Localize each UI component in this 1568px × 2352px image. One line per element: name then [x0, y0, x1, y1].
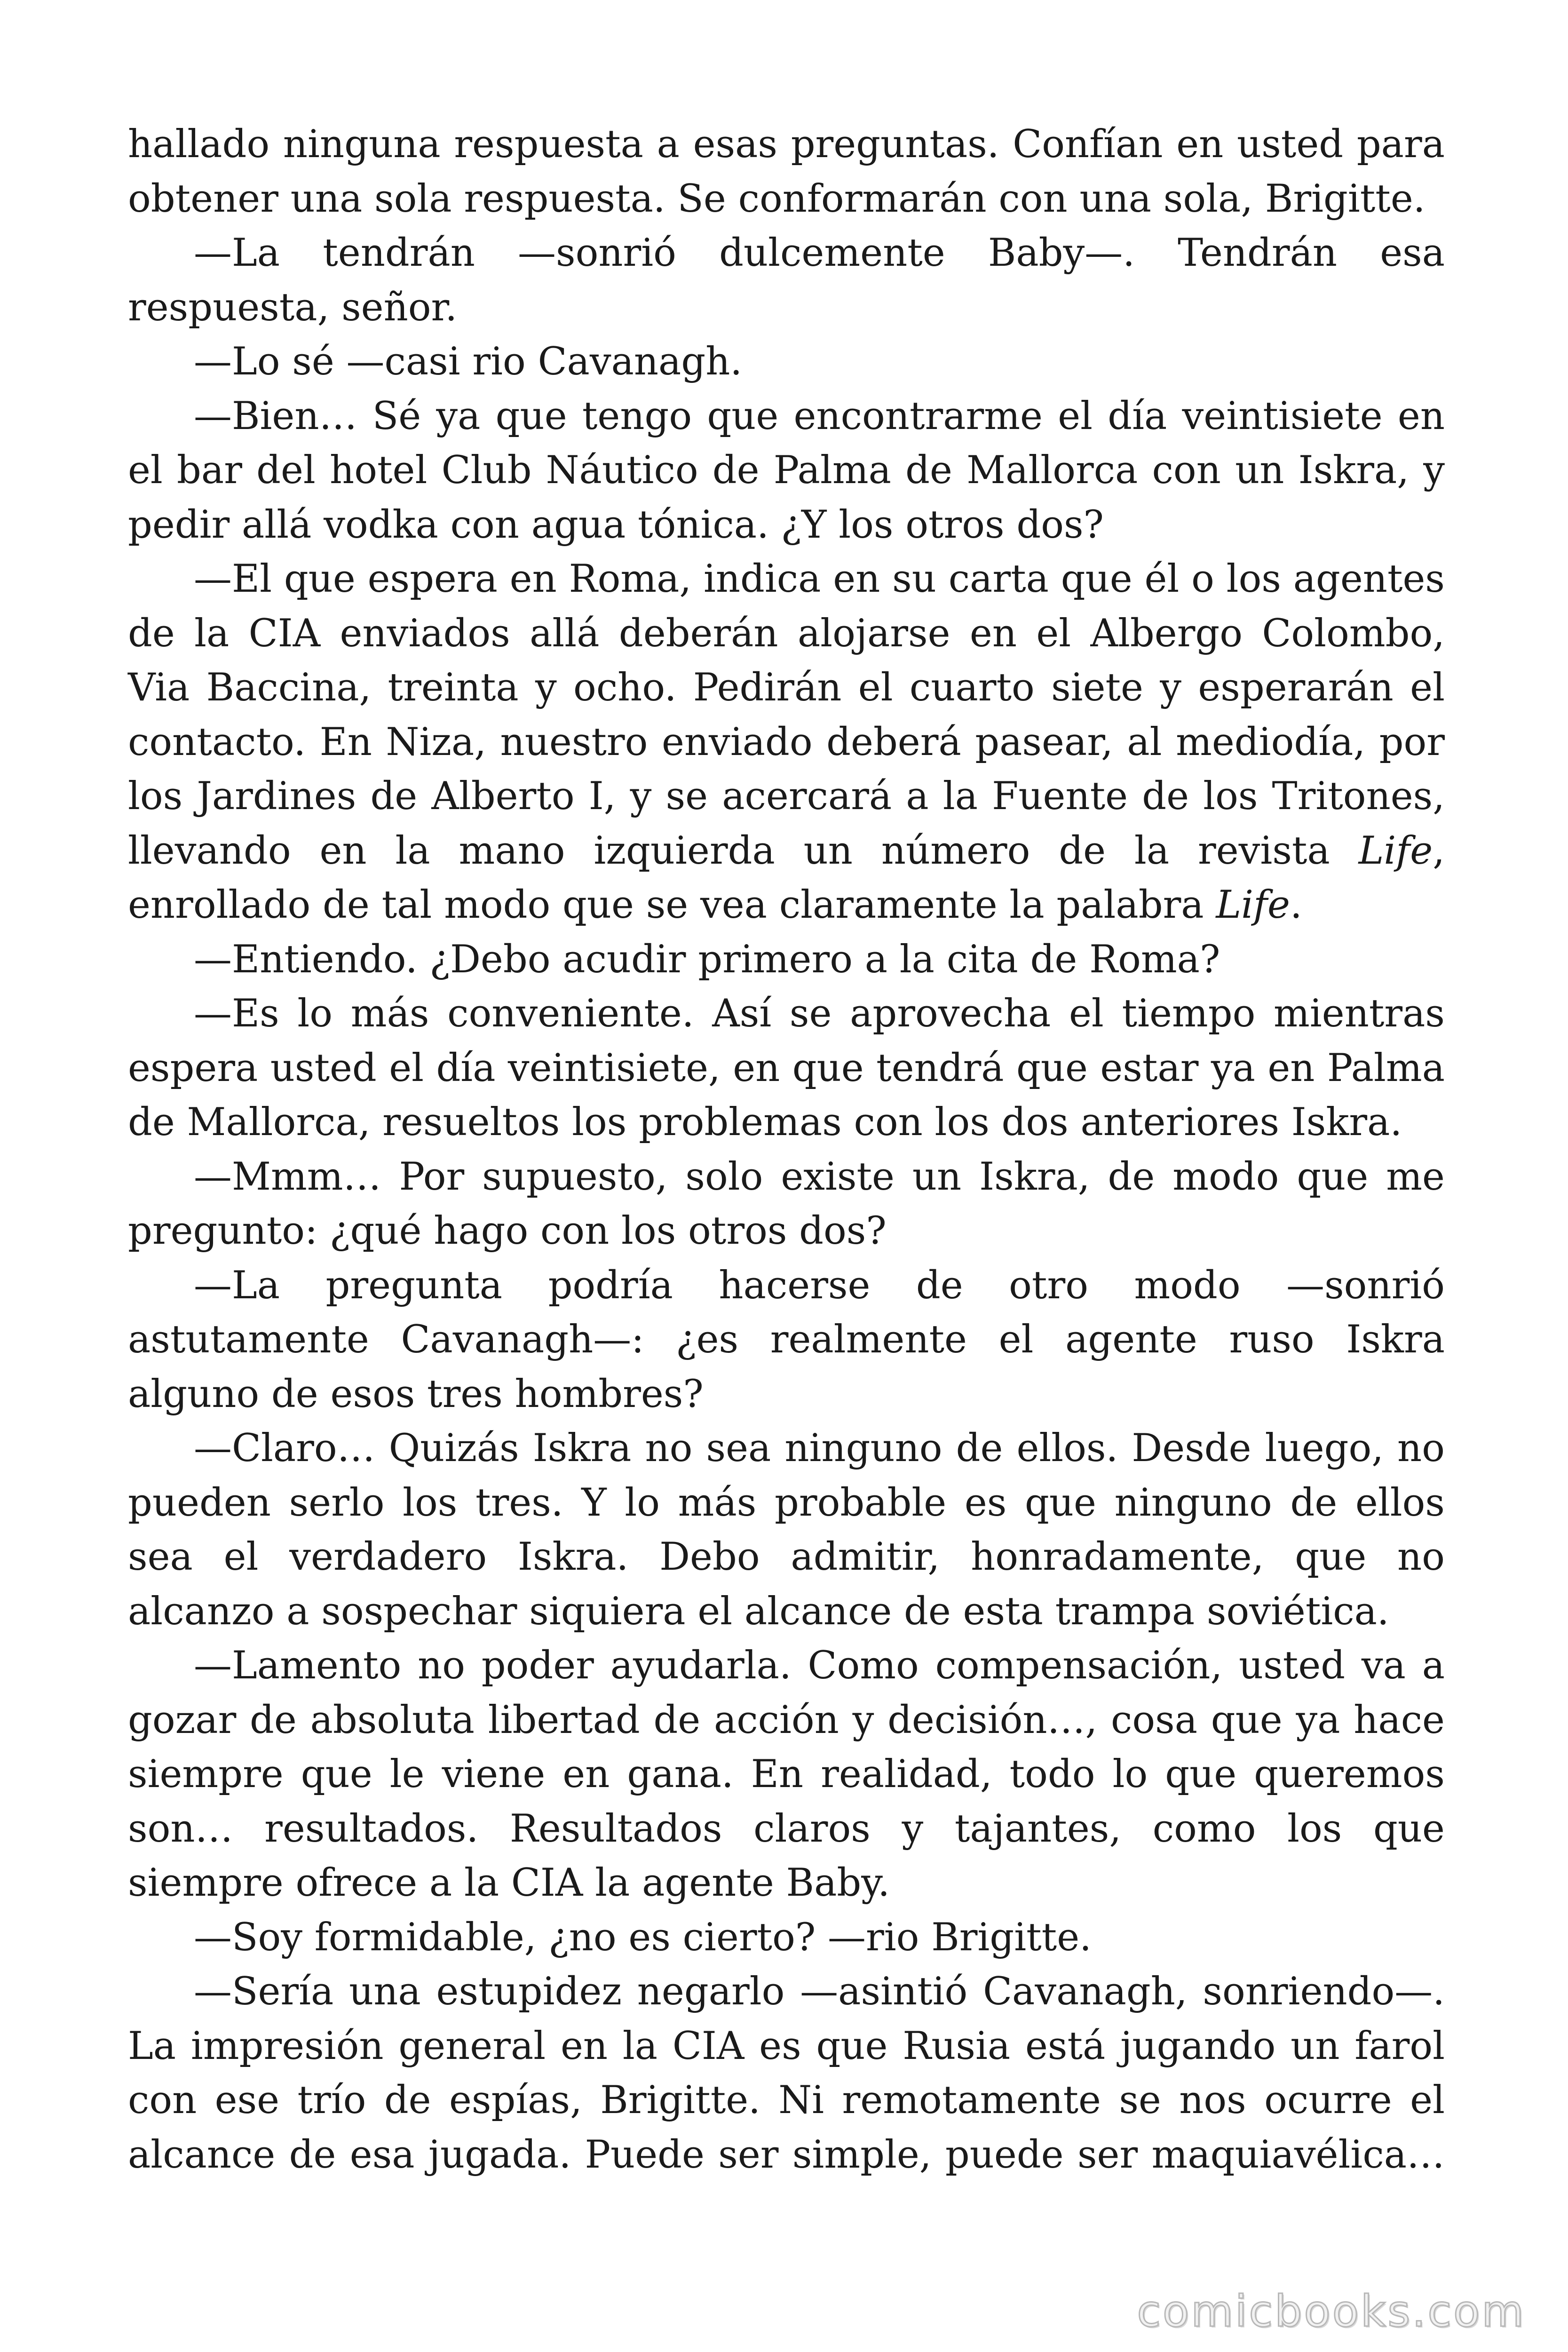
text-line: —Lamento no poder ayudarla. Como compensación, usted va a	[194, 1644, 1445, 1688]
text-line: gozar de absoluta libertad de acción y decisión…, cosa que ya hace	[128, 1698, 1445, 1742]
text-line: los Jardines de Alberto I, y se acercará a la Fuente de los Tritones,	[128, 774, 1445, 818]
magazine-title: Life	[1216, 883, 1290, 927]
paragraph-dialogue	[128, 226, 1445, 335]
text-line: —La pregunta podría hacerse de otro modo —sonrió	[194, 1263, 1445, 1308]
text-line: ofrece a la CIA la agente Baby.	[295, 1861, 890, 1905]
text-line: de la CIA enviados allá deberán alojarse en el Albergo Colombo, Via	[128, 611, 1445, 710]
text-line: —La tendrán —sonrió dulcemente Baby—. Tendrán esa	[194, 231, 1445, 275]
text-line: —Mmm… Por supuesto, solo existe un Iskra, de modo que me	[194, 1154, 1445, 1199]
paragraph-dialogue	[128, 1639, 1445, 1911]
text-line: —El que espera en Roma, indica en su carta que él o los agentes	[194, 557, 1445, 601]
text-line: astutamente Cavanagh—: ¿es realmente el agente ruso Iskra alguno	[128, 1318, 1445, 1416]
text-line: —Soy formidable, ¿no es cierto? —rio Brigitte.	[194, 1915, 1092, 1960]
text-line-with-italic	[128, 883, 1302, 927]
paragraph-continuation	[128, 118, 1445, 226]
text-line: —Bien… Sé ya que tengo que encontrarme el día veintisiete en	[194, 394, 1445, 438]
text-line: son… resultados. Resultados claros y tajantes, como los que siempre	[128, 1806, 1445, 1905]
paragraph-dialogue	[128, 987, 1445, 1150]
text-line: pedir allá vodka con agua tónica. ¿Y los otros dos?	[128, 502, 1104, 547]
text-line: espera usted el día veintisiete, en que tendrá que estar ya en Palma	[128, 1046, 1445, 1090]
text-line: de esos tres hombres?	[271, 1372, 704, 1416]
text-line: alcance de esa jugada. Puede ser simple, puede ser maquiavélica…	[128, 2132, 1445, 2177]
text-line: —Entiendo. ¿Debo acudir primero a la cita de Roma?	[194, 937, 1220, 982]
text-line: con ese trío de espías, Brigitte. Ni remotamente se nos ocurre el	[128, 2078, 1445, 2122]
text-line: sospechar siquiera el alcance de esta trampa soviética.	[321, 1589, 1389, 1634]
text-line: el bar del hotel Club Náutico de Palma de Mallorca con un Iskra, y	[128, 448, 1445, 493]
text-line: Baccina, treinta y ocho. Pedirán el cuarto siete y esperarán el	[206, 666, 1445, 710]
text-line-part: llevando en la mano izquierda un número de la revista Life,	[128, 828, 1445, 873]
text-line: La impresión general en la CIA es que Rusia está jugando un farol	[128, 2024, 1445, 2068]
text-line: hallado ninguna respuesta a esas preguntas. Confían en usted para	[128, 122, 1445, 167]
watermark-logo: comicbooks.com	[1137, 2286, 1526, 2336]
body-text	[128, 118, 1445, 2182]
paragraph-dialogue	[128, 389, 1445, 553]
text-line: siempre que le viene en gana. En realidad, todo lo que queremos	[128, 1752, 1445, 1796]
paragraph-dialogue	[128, 1150, 1445, 1259]
text-line-part: enrollado de tal modo que se vea claramente la palabra Life.	[128, 883, 1302, 927]
text-line: —Lo sé —casi rio Cavanagh.	[194, 340, 743, 384]
text-line: —Es lo más conveniente. Así se aprovecha el tiempo mientras	[194, 992, 1445, 1036]
paragraph-dialogue	[128, 933, 1445, 987]
paragraph-dialogue	[128, 552, 1445, 933]
paragraph-dialogue	[128, 1422, 1445, 1639]
paragraph-dialogue	[128, 1259, 1445, 1422]
text-line: pregunto: ¿qué hago con los otros dos?	[128, 1209, 887, 1253]
paragraph-dialogue	[128, 1911, 1445, 1965]
text-line: —Claro… Quizás Iskra no sea ninguno de ellos. Desde luego, no	[194, 1426, 1445, 1470]
text-line: respuesta, señor.	[128, 285, 458, 330]
paragraph-dialogue	[128, 335, 1445, 389]
text-line-with-italic	[128, 829, 1445, 873]
text-line: —Sería una estupidez negarlo —asintió Cavanagh, sonriendo—.	[194, 1970, 1445, 2014]
text-line: obtener una sola respuesta. Se conformarán con una sola, Brigitte.	[128, 176, 1425, 221]
text-line: contacto. En Niza, nuestro enviado deberá pasear, al mediodía, por	[128, 720, 1445, 764]
text-line: pueden serlo los tres. Y lo más probable es que ninguno de ellos sea	[128, 1480, 1445, 1579]
text-line: el verdadero Iskra. Debo admitir, honradamente, que no alcanzo a	[128, 1535, 1445, 1634]
paragraph-dialogue	[128, 1965, 1445, 2182]
text-line: de Mallorca, resueltos los problemas con los dos anteriores Iskra.	[128, 1100, 1402, 1144]
magazine-title: Life	[1358, 828, 1433, 873]
